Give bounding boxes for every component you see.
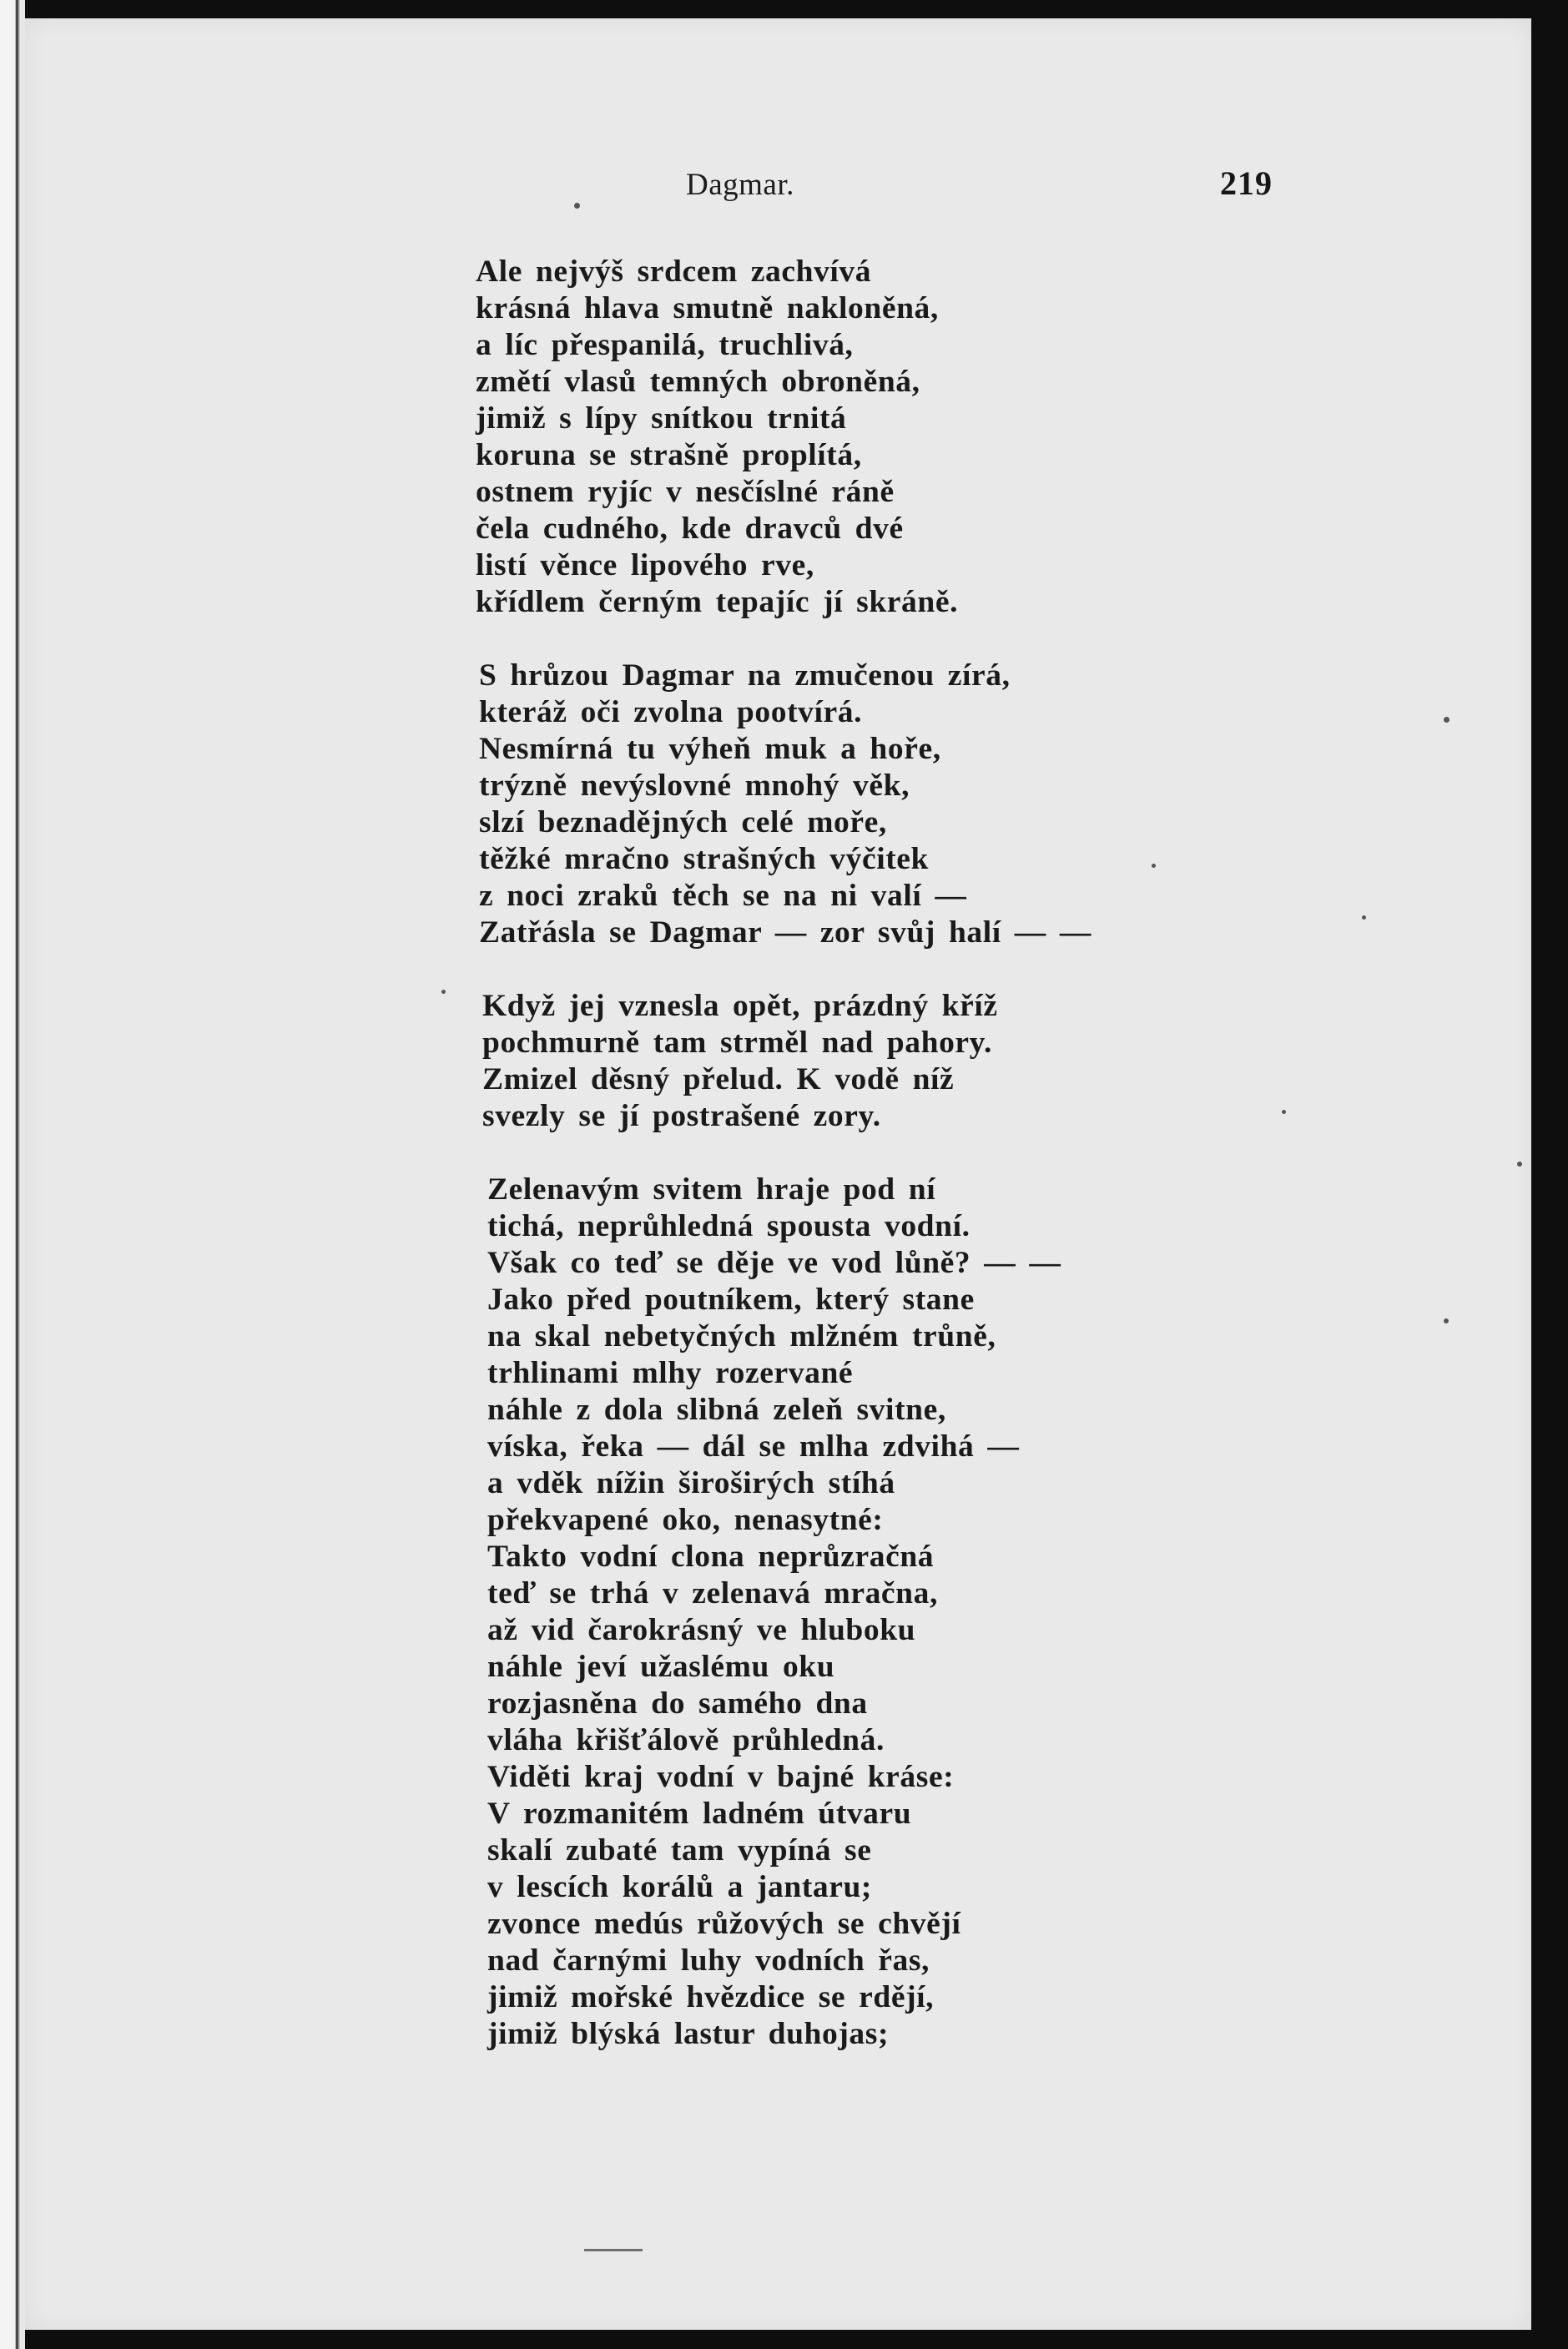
scan-footer-mark	[584, 2249, 643, 2251]
stanza-4	[476, 1172, 1435, 2053]
verse-line: tichá, neprůhledná spousta vodní.	[487, 1209, 971, 1243]
verse-line: nad čarnými luhy vodních řas,	[487, 1943, 930, 1978]
page-number: 219	[1220, 164, 1273, 202]
verse-line: těžké mračno strašných výčitek	[479, 842, 930, 876]
verse-line: Zelenavým svitem hraje pod ní	[487, 1172, 936, 1207]
verse-line: změtí vlasů temných obroněná,	[476, 365, 920, 399]
verse-line: rozjasněna do samého dna	[487, 1686, 868, 1721]
verse-line: náhle z dola slibná zeleň svitne,	[487, 1393, 946, 1427]
verse-line: až vid čarokrásný ve hluboku	[487, 1613, 916, 1647]
verse-line: S hrůzou Dagmar na zmučenou zírá,	[479, 658, 1011, 693]
scan-speck	[1362, 915, 1366, 920]
verse-line: ostnem ryjíc v nesčíslné ráně	[476, 475, 895, 509]
verse-line: slzí beznadějných celé moře,	[479, 805, 887, 839]
scan-speck	[1444, 717, 1450, 723]
verse-line: kteráž oči zvolna pootvírá.	[479, 695, 863, 729]
verse-line: a líc přespanilá, truchlivá,	[476, 328, 854, 362]
stanza-3	[476, 988, 1435, 1135]
verse-line: čela cudného, kde dravců dvé	[476, 512, 904, 546]
verse-line: Když jej vznesla opět, prázdný kříž	[482, 989, 998, 1023]
scan-speck	[441, 990, 446, 994]
verse-line: Ale nejvýš srdcem zachvívá	[476, 255, 872, 289]
stanza-1	[476, 254, 1435, 621]
verse-line: jimiž s lípy snítkou trnitá	[476, 401, 847, 436]
running-title: Dagmar.	[686, 168, 794, 202]
verse-line: jimiž mořské hvězdice se rdějí,	[487, 1980, 935, 2014]
verse-line: Jako před poutníkem, který stane	[487, 1283, 975, 1317]
verse-line: pochmurně tam strměl nad pahory.	[482, 1026, 992, 1060]
verse-line: svezly se jí postrašené zory.	[482, 1099, 881, 1133]
page-header	[0, 164, 1568, 209]
verse-line: a vděk nížin široširých stíhá	[487, 1466, 895, 1500]
verse-line: zvonce medús růžových se chvějí	[487, 1907, 961, 1941]
verse-line: Takto vodní clona neprůzračná	[487, 1540, 935, 1574]
verse-line: vláha křišťálově průhledná.	[487, 1723, 885, 1757]
verse-line: na skal nebetyčných mlžném trůně,	[487, 1319, 996, 1353]
verse-line: náhle jeví užaslému oku	[487, 1650, 835, 1684]
verse-line: křídlem černým tepajíc jí skráně.	[476, 585, 959, 619]
scan-left-edge	[0, 0, 25, 2349]
stanza-2	[476, 658, 1435, 951]
poem-body	[476, 254, 1435, 2089]
verse-line: teď se trhá v zelenavá mračna,	[487, 1576, 938, 1611]
verse-line: Zmizel děsný přelud. K vodě níž	[482, 1062, 955, 1096]
scan-speck	[1152, 864, 1156, 868]
verse-line: V rozmanitém ladném útvaru	[487, 1797, 912, 1831]
scan-speck	[1517, 1162, 1522, 1167]
verse-line: Zatřásla se Dagmar — zor svůj halí — —	[479, 915, 1092, 950]
scan-speck	[1444, 1318, 1449, 1323]
verse-line: Nesmírná tu výheň muk a hoře,	[479, 732, 941, 766]
verse-line: v lescích korálů a jantaru;	[487, 1870, 873, 1904]
verse-line: trýzně nevýslovné mnohý věk,	[479, 769, 910, 803]
verse-line: listí věnce lipového rve,	[476, 548, 814, 582]
verse-line: krásná hlava smutně nakloněná,	[476, 291, 939, 325]
verse-line: Však co teď se děje ve vod lůně? — —	[487, 1246, 1061, 1280]
verse-line: překvapené oko, nenasytné:	[487, 1503, 884, 1537]
verse-line: skalí zubaté tam vypíná se	[487, 1833, 872, 1868]
verse-line: jimiž blýská lastur duhojas;	[487, 2017, 890, 2051]
verse-line: Viděti kraj vodní v bajné kráse:	[487, 1760, 955, 1794]
verse-line: trhlinami mlhy rozervané	[487, 1356, 854, 1390]
verse-line: koruna se strašně proplítá,	[476, 438, 862, 472]
verse-line: z noci zraků těch se na ni valí —	[479, 879, 967, 913]
scan-speck	[1282, 1110, 1286, 1114]
verse-line: víska, řeka — dál se mlha zdvihá —	[487, 1429, 1020, 1464]
scan-speck	[574, 203, 580, 209]
